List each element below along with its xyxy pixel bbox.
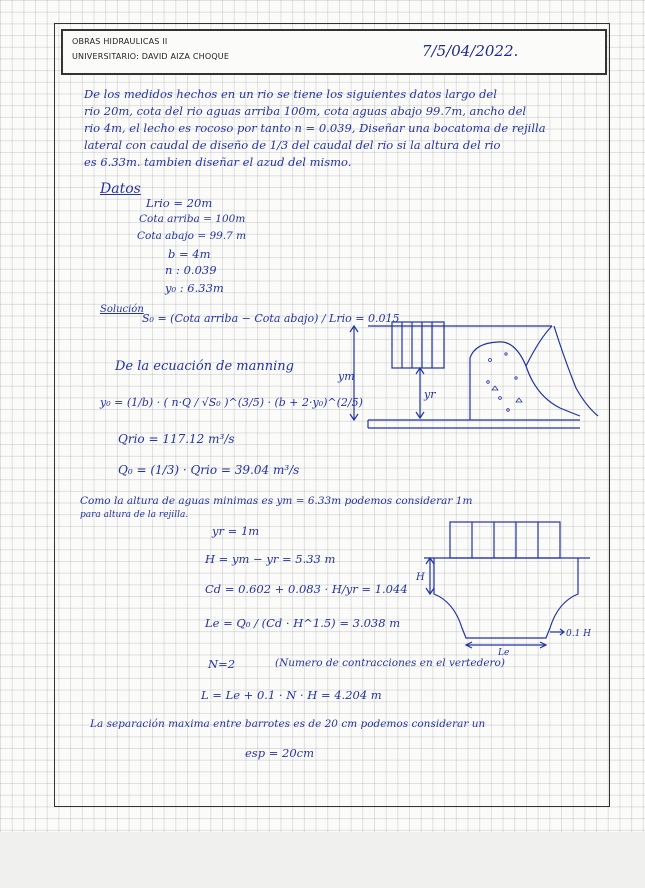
text-min-height: Como la altura de aguas minimas es ym = 6.33m podemos considerar 1m [80, 495, 473, 507]
problem-line-1: De los medidos hechos en un rio se tiene los siguientes datos largo del [84, 87, 497, 101]
yr-value: yr = 1m [212, 524, 260, 538]
dato-y0: y₀ : 6.33m [165, 281, 224, 295]
weir-opening-diagram [410, 518, 610, 658]
dato-cota-abajo: Cota abajo = 99.7 m [137, 230, 247, 242]
fig2-label-0-1h: 0.1 H [566, 629, 592, 639]
river-section-diagram [340, 318, 610, 443]
cd-value: Cd = 0.602 + 0.083 · H/yr = 1.044 [205, 582, 408, 596]
h-value: H = ym − yr = 5.33 m [205, 552, 336, 566]
solucion-title: Solución [100, 304, 144, 315]
manning-title: De la ecuación de manning [115, 359, 294, 374]
problem-line-5: es 6.33m. tambien diseñar el azud del mismo. [84, 155, 352, 169]
course-title: OBRAS HIDRAULICAS II [72, 37, 168, 46]
page-bottom-margin [0, 832, 645, 888]
fig1-label-yr: yr [424, 388, 436, 401]
fig2-label-le: Le [498, 648, 510, 658]
dato-cota-arriba: Cota arriba = 100m [139, 213, 246, 225]
manning-equation: y₀ = (1/b) · ( n·Q / √S₀ )^(3/5) · (b + 2·y₀)^(2/5) [100, 396, 363, 409]
problem-line-2: rio 20m, cota del rio aguas arriba 100m, cota aguas abajo 99.7m, ancho del [84, 104, 527, 118]
esp-value: esp = 20cm [245, 746, 314, 760]
date: 7/5/04/2022. [422, 42, 519, 60]
slope-equation: S₀ = (Cota arriba − Cota abajo) / Lrio = 0.015 [142, 312, 400, 325]
fig2-label-h: H [416, 572, 425, 583]
problem-line-4: lateral con caudal de diseño de 1/3 del caudal del rio si la altura del rio [84, 138, 501, 152]
fig1-label-ym: ym [338, 370, 355, 383]
q-rio: Qrio = 117.12 m³/s [118, 432, 235, 446]
dato-n: n : 0.039 [165, 263, 217, 277]
problem-line-3: rio 4m, el lecho es rocoso por tanto n = 0.039, Diseñar una bocatoma de rejilla [84, 121, 546, 135]
header-box [61, 29, 607, 75]
fig2-grate [450, 522, 560, 558]
fig2-opening [434, 558, 578, 638]
text-bar-spacing: La separación maxima entre barrotes es de 20 cm podemos considerar un [90, 718, 486, 730]
dato-lrio: Lrio = 20m [146, 196, 213, 210]
l-value: L = Le + 0.1 · N · H = 4.204 m [201, 688, 382, 702]
datos-title: Datos [100, 181, 141, 197]
n-note: (Numero de contracciones en el vertedero) [275, 657, 505, 669]
n-value: N=2 [208, 657, 236, 671]
dato-b: b = 4m [168, 247, 211, 261]
fig1-grate [392, 322, 444, 368]
student-name: UNIVERSITARIO: DAVID AIZA CHOQUE [72, 52, 230, 61]
q-zero: Q₀ = (1/3) · Qrio = 39.04 m³/s [118, 463, 300, 477]
text-grate-height: para altura de la rejilla. [80, 510, 189, 520]
le-value: Le = Q₀ / (Cd · H^1.5) = 3.038 m [205, 616, 401, 630]
